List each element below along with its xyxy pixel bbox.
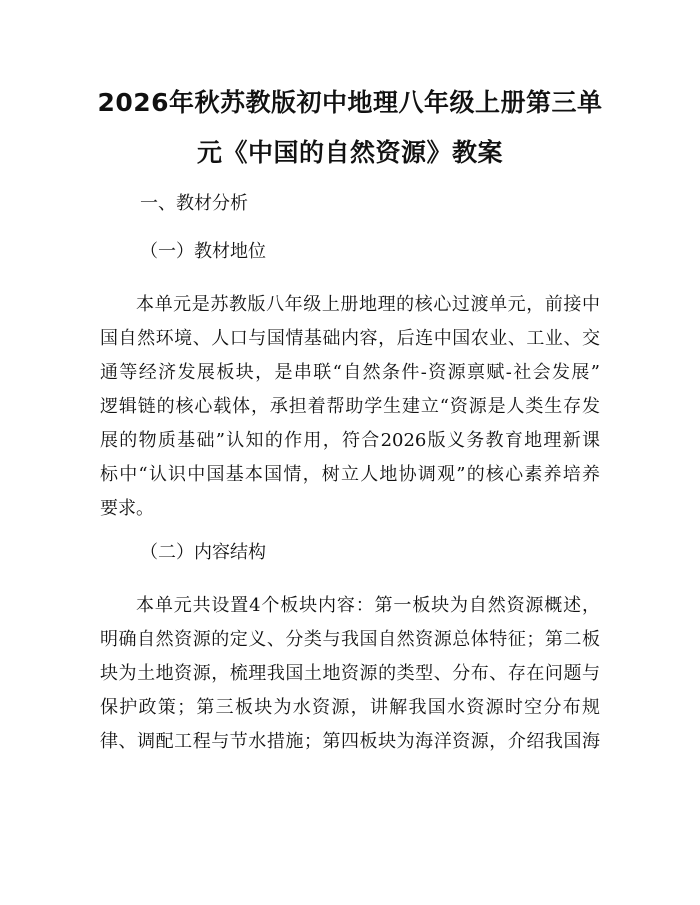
- paragraph-line: 要求。: [100, 498, 154, 519]
- paragraph-line: 通等经济发展板块，是串联“自然条件-资源禀赋-社会发展”: [100, 362, 600, 383]
- paragraph-line: 块为土地资源，梳理我国土地资源的类型、分布、存在问题与: [100, 663, 600, 684]
- paragraph-line: 保护政策；第三板块为水资源，讲解我国水资源时空分布规: [100, 697, 600, 718]
- paragraph-line: 本单元是苏教版八年级上册地理的核心过渡单元，前接中: [136, 294, 600, 315]
- subsection-heading-content-structure: （二）内容结构: [140, 542, 266, 563]
- paragraph-textbook-position: [100, 288, 600, 526]
- subsection-heading-textbook-position: （一）教材地位: [140, 241, 266, 262]
- paragraph-line: 逻辑链的核心载体，承担着帮助学生建立“资源是人类生存发: [100, 396, 600, 417]
- document-title-line-1: 2026年秋苏教版初中地理八年级上册第三单: [97, 88, 603, 117]
- paragraph-line: 明确自然资源的定义、分类与我国自然资源总体特征；第二板: [100, 629, 600, 650]
- paragraph-line: 本单元共设置4个板块内容：第一板块为自然资源概述，: [136, 595, 600, 616]
- paragraph-line: 国自然环境、人口与国情基础内容，后连中国农业、工业、交: [100, 328, 600, 349]
- paragraph-line: 标中“认识中国基本国情，树立人地协调观”的核心素养培养: [100, 464, 600, 485]
- section-heading-textbook-analysis: 一、教材分析: [140, 193, 248, 214]
- paragraph-content-structure: [100, 589, 600, 759]
- paragraph-line: 展的物质基础”认知的作用，符合2026版义务教育地理新课: [100, 430, 600, 451]
- paragraph-line: 律、调配工程与节水措施；第四板块为海洋资源，介绍我国海: [100, 731, 600, 752]
- document-title-line-2: 元《中国的自然资源》教案: [196, 138, 503, 167]
